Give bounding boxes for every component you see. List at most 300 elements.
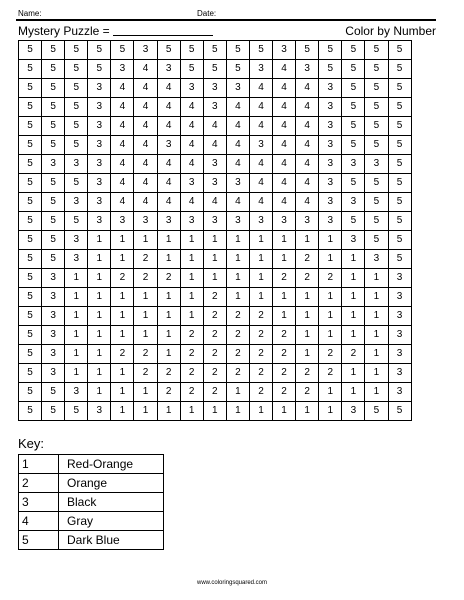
grid-cell[interactable]: 2 [111, 269, 134, 288]
grid-cell[interactable]: 5 [19, 231, 42, 250]
grid-cell[interactable]: 3 [203, 174, 226, 193]
grid-cell[interactable]: 2 [203, 383, 226, 402]
grid-cell[interactable]: 5 [65, 136, 88, 155]
grid-cell[interactable]: 1 [249, 402, 272, 421]
grid-cell[interactable]: 1 [111, 250, 134, 269]
answer-blank[interactable] [113, 24, 213, 36]
grid-cell[interactable]: 2 [273, 364, 296, 383]
grid-cell[interactable]: 1 [111, 402, 134, 421]
grid-cell[interactable]: 3 [42, 364, 65, 383]
grid-cell[interactable]: 2 [157, 364, 180, 383]
grid-cell[interactable]: 2 [203, 364, 226, 383]
grid-cell[interactable]: 1 [365, 288, 388, 307]
grid-cell[interactable]: 3 [249, 212, 272, 231]
grid-cell[interactable]: 3 [273, 212, 296, 231]
grid-cell[interactable]: 1 [157, 288, 180, 307]
grid-cell[interactable]: 1 [180, 307, 203, 326]
grid-cell[interactable]: 5 [42, 231, 65, 250]
grid-cell[interactable]: 5 [65, 174, 88, 193]
grid-cell[interactable]: 2 [157, 269, 180, 288]
grid-cell[interactable]: 1 [180, 269, 203, 288]
grid-cell[interactable]: 1 [134, 231, 157, 250]
grid-cell[interactable]: 2 [249, 364, 272, 383]
grid-cell[interactable]: 5 [19, 136, 42, 155]
grid-cell[interactable]: 4 [249, 79, 272, 98]
grid-cell[interactable]: 1 [180, 402, 203, 421]
grid-cell[interactable]: 4 [111, 155, 134, 174]
grid-cell[interactable]: 2 [180, 364, 203, 383]
grid-cell[interactable]: 3 [365, 155, 388, 174]
grid-cell[interactable]: 2 [296, 250, 319, 269]
grid-cell[interactable]: 4 [111, 79, 134, 98]
grid-cell[interactable]: 5 [226, 41, 249, 60]
grid-cell[interactable]: 1 [319, 231, 342, 250]
grid-cell[interactable]: 4 [134, 193, 157, 212]
grid-cell[interactable]: 3 [388, 307, 411, 326]
grid-cell[interactable]: 1 [296, 231, 319, 250]
grid-cell[interactable]: 3 [88, 117, 111, 136]
grid-cell[interactable]: 1 [111, 364, 134, 383]
grid-cell[interactable]: 3 [88, 136, 111, 155]
grid-cell[interactable]: 3 [342, 231, 365, 250]
grid-cell[interactable]: 2 [203, 307, 226, 326]
grid-cell[interactable]: 5 [65, 41, 88, 60]
grid-cell[interactable]: 4 [203, 117, 226, 136]
grid-cell[interactable]: 1 [226, 402, 249, 421]
grid-cell[interactable]: 4 [296, 79, 319, 98]
grid-cell[interactable]: 5 [19, 402, 42, 421]
grid-cell[interactable]: 3 [42, 326, 65, 345]
grid-cell[interactable]: 2 [180, 383, 203, 402]
grid-cell[interactable]: 1 [342, 288, 365, 307]
grid-cell[interactable]: 5 [19, 117, 42, 136]
grid-cell[interactable]: 1 [342, 250, 365, 269]
grid-cell[interactable]: 1 [157, 250, 180, 269]
grid-cell[interactable]: 1 [88, 364, 111, 383]
grid-cell[interactable]: 1 [319, 402, 342, 421]
grid-cell[interactable]: 1 [111, 326, 134, 345]
grid-cell[interactable]: 4 [180, 193, 203, 212]
grid-cell[interactable]: 1 [365, 383, 388, 402]
grid-cell[interactable]: 1 [296, 326, 319, 345]
grid-cell[interactable]: 3 [226, 79, 249, 98]
grid-cell[interactable]: 5 [365, 193, 388, 212]
grid-cell[interactable]: 2 [134, 250, 157, 269]
grid-cell[interactable]: 5 [388, 98, 411, 117]
grid-cell[interactable]: 1 [111, 307, 134, 326]
grid-cell[interactable]: 1 [203, 250, 226, 269]
grid-cell[interactable]: 1 [319, 307, 342, 326]
grid-cell[interactable]: 1 [111, 288, 134, 307]
grid-cell[interactable]: 1 [342, 326, 365, 345]
grid-cell[interactable]: 5 [388, 193, 411, 212]
grid-cell[interactable]: 1 [273, 288, 296, 307]
grid-cell[interactable]: 5 [19, 174, 42, 193]
grid-cell[interactable]: 1 [226, 231, 249, 250]
grid-cell[interactable]: 5 [388, 174, 411, 193]
grid-cell[interactable]: 5 [388, 155, 411, 174]
grid-cell[interactable]: 2 [273, 383, 296, 402]
grid-cell[interactable]: 1 [296, 307, 319, 326]
grid-cell[interactable]: 1 [226, 288, 249, 307]
grid-cell[interactable]: 5 [342, 79, 365, 98]
grid-cell[interactable]: 2 [296, 269, 319, 288]
grid-cell[interactable]: 2 [273, 326, 296, 345]
grid-cell[interactable]: 1 [65, 345, 88, 364]
grid-cell[interactable]: 5 [365, 231, 388, 250]
grid-cell[interactable]: 1 [65, 326, 88, 345]
grid-cell[interactable]: 4 [134, 174, 157, 193]
grid-cell[interactable]: 3 [226, 174, 249, 193]
grid-cell[interactable]: 3 [111, 212, 134, 231]
grid-cell[interactable]: 1 [342, 269, 365, 288]
grid-cell[interactable]: 1 [249, 250, 272, 269]
grid-cell[interactable]: 2 [319, 345, 342, 364]
grid-cell[interactable]: 5 [296, 41, 319, 60]
grid-cell[interactable]: 1 [88, 269, 111, 288]
grid-cell[interactable]: 2 [226, 326, 249, 345]
grid-cell[interactable]: 3 [65, 155, 88, 174]
grid-cell[interactable]: 4 [249, 155, 272, 174]
grid-cell[interactable]: 5 [42, 212, 65, 231]
grid-cell[interactable]: 5 [388, 250, 411, 269]
grid-cell[interactable]: 3 [319, 212, 342, 231]
grid-cell[interactable]: 3 [342, 193, 365, 212]
grid-cell[interactable]: 3 [42, 155, 65, 174]
grid-cell[interactable]: 5 [19, 250, 42, 269]
grid-cell[interactable]: 1 [226, 269, 249, 288]
grid-cell[interactable]: 1 [273, 307, 296, 326]
grid-cell[interactable]: 5 [42, 193, 65, 212]
grid-cell[interactable]: 3 [319, 193, 342, 212]
grid-cell[interactable]: 4 [296, 155, 319, 174]
grid-cell[interactable]: 1 [134, 307, 157, 326]
grid-cell[interactable]: 2 [134, 364, 157, 383]
grid-cell[interactable]: 5 [388, 136, 411, 155]
grid-cell[interactable]: 4 [134, 79, 157, 98]
grid-cell[interactable]: 5 [365, 174, 388, 193]
grid-cell[interactable]: 4 [296, 117, 319, 136]
grid-cell[interactable]: 3 [42, 307, 65, 326]
grid-cell[interactable]: 1 [365, 326, 388, 345]
grid-cell[interactable]: 3 [88, 79, 111, 98]
grid-cell[interactable]: 1 [203, 402, 226, 421]
grid-cell[interactable]: 1 [88, 288, 111, 307]
grid-cell[interactable]: 5 [19, 326, 42, 345]
grid-cell[interactable]: 3 [42, 269, 65, 288]
grid-cell[interactable]: 4 [157, 174, 180, 193]
grid-cell[interactable]: 1 [157, 231, 180, 250]
grid-cell[interactable]: 5 [19, 60, 42, 79]
grid-cell[interactable]: 2 [203, 345, 226, 364]
grid-cell[interactable]: 5 [19, 193, 42, 212]
grid-cell[interactable]: 2 [296, 383, 319, 402]
grid-cell[interactable]: 4 [111, 174, 134, 193]
grid-cell[interactable]: 4 [157, 155, 180, 174]
grid-cell[interactable]: 5 [65, 79, 88, 98]
grid-cell[interactable]: 4 [273, 155, 296, 174]
grid-cell[interactable]: 5 [342, 136, 365, 155]
grid-cell[interactable]: 3 [342, 402, 365, 421]
grid-cell[interactable]: 1 [342, 307, 365, 326]
grid-cell[interactable]: 2 [342, 345, 365, 364]
grid-cell[interactable]: 3 [88, 212, 111, 231]
grid-cell[interactable]: 2 [111, 345, 134, 364]
grid-cell[interactable]: 2 [249, 326, 272, 345]
grid-cell[interactable]: 4 [203, 136, 226, 155]
grid-cell[interactable]: 3 [273, 41, 296, 60]
grid-cell[interactable]: 1 [226, 383, 249, 402]
grid-cell[interactable]: 5 [342, 60, 365, 79]
grid-cell[interactable]: 1 [65, 364, 88, 383]
grid-cell[interactable]: 4 [249, 117, 272, 136]
grid-cell[interactable]: 2 [226, 307, 249, 326]
grid-cell[interactable]: 1 [226, 250, 249, 269]
grid-cell[interactable]: 3 [65, 193, 88, 212]
grid-cell[interactable]: 5 [111, 41, 134, 60]
grid-cell[interactable]: 3 [180, 79, 203, 98]
grid-cell[interactable]: 5 [19, 288, 42, 307]
grid-cell[interactable]: 2 [296, 364, 319, 383]
grid-cell[interactable]: 5 [388, 60, 411, 79]
grid-cell[interactable]: 5 [342, 98, 365, 117]
grid-cell[interactable]: 5 [19, 345, 42, 364]
grid-cell[interactable]: 2 [249, 307, 272, 326]
grid-cell[interactable]: 3 [42, 345, 65, 364]
grid-cell[interactable]: 5 [19, 41, 42, 60]
grid-cell[interactable]: 5 [19, 79, 42, 98]
grid-cell[interactable]: 1 [365, 307, 388, 326]
grid-cell[interactable]: 3 [342, 155, 365, 174]
grid-cell[interactable]: 5 [365, 212, 388, 231]
grid-cell[interactable]: 5 [42, 174, 65, 193]
grid-cell[interactable]: 5 [88, 41, 111, 60]
grid-cell[interactable]: 4 [296, 193, 319, 212]
grid-cell[interactable]: 3 [319, 155, 342, 174]
grid-cell[interactable]: 5 [88, 60, 111, 79]
grid-cell[interactable]: 5 [65, 402, 88, 421]
grid-cell[interactable]: 1 [180, 288, 203, 307]
grid-cell[interactable]: 3 [203, 79, 226, 98]
grid-cell[interactable]: 2 [134, 345, 157, 364]
grid-cell[interactable]: 3 [65, 250, 88, 269]
grid-cell[interactable]: 2 [273, 269, 296, 288]
grid-cell[interactable]: 1 [273, 402, 296, 421]
grid-cell[interactable]: 4 [273, 79, 296, 98]
grid-cell[interactable]: 4 [226, 193, 249, 212]
grid-cell[interactable]: 5 [342, 41, 365, 60]
grid-cell[interactable]: 4 [180, 98, 203, 117]
grid-cell[interactable]: 4 [111, 193, 134, 212]
grid-cell[interactable]: 3 [157, 212, 180, 231]
grid-cell[interactable]: 1 [65, 307, 88, 326]
grid-cell[interactable]: 5 [249, 41, 272, 60]
grid-cell[interactable]: 4 [134, 60, 157, 79]
grid-cell[interactable]: 5 [365, 79, 388, 98]
grid-cell[interactable]: 3 [88, 174, 111, 193]
grid-cell[interactable]: 5 [157, 41, 180, 60]
grid-cell[interactable]: 2 [249, 383, 272, 402]
grid-cell[interactable]: 5 [42, 383, 65, 402]
grid-cell[interactable]: 3 [65, 231, 88, 250]
grid-cell[interactable]: 5 [19, 98, 42, 117]
grid-cell[interactable]: 4 [111, 117, 134, 136]
grid-cell[interactable]: 4 [249, 193, 272, 212]
grid-cell[interactable]: 4 [111, 98, 134, 117]
grid-cell[interactable]: 2 [180, 345, 203, 364]
grid-cell[interactable]: 5 [388, 402, 411, 421]
grid-cell[interactable]: 5 [65, 117, 88, 136]
grid-cell[interactable]: 5 [42, 402, 65, 421]
grid-cell[interactable]: 3 [88, 402, 111, 421]
grid-cell[interactable]: 1 [365, 269, 388, 288]
grid-cell[interactable]: 1 [88, 345, 111, 364]
grid-cell[interactable]: 3 [388, 383, 411, 402]
grid-cell[interactable]: 2 [249, 345, 272, 364]
grid-cell[interactable]: 4 [180, 136, 203, 155]
grid-cell[interactable]: 4 [180, 155, 203, 174]
grid-cell[interactable]: 1 [319, 250, 342, 269]
grid-cell[interactable]: 1 [88, 231, 111, 250]
grid-cell[interactable]: 3 [157, 60, 180, 79]
grid-cell[interactable]: 2 [273, 345, 296, 364]
grid-cell[interactable]: 1 [319, 288, 342, 307]
grid-cell[interactable]: 1 [365, 364, 388, 383]
grid-cell[interactable]: 5 [203, 41, 226, 60]
grid-cell[interactable]: 5 [180, 60, 203, 79]
grid-cell[interactable]: 5 [342, 117, 365, 136]
grid-cell[interactable]: 3 [388, 326, 411, 345]
grid-cell[interactable]: 3 [388, 364, 411, 383]
grid-cell[interactable]: 3 [319, 136, 342, 155]
grid-cell[interactable]: 4 [226, 117, 249, 136]
grid-cell[interactable]: 4 [249, 174, 272, 193]
grid-cell[interactable]: 5 [388, 117, 411, 136]
grid-cell[interactable]: 5 [42, 117, 65, 136]
grid-cell[interactable]: 4 [296, 98, 319, 117]
grid-cell[interactable]: 1 [88, 383, 111, 402]
grid-cell[interactable]: 3 [203, 155, 226, 174]
grid-cell[interactable]: 5 [365, 136, 388, 155]
grid-cell[interactable]: 5 [42, 250, 65, 269]
grid-cell[interactable]: 5 [19, 364, 42, 383]
grid-cell[interactable]: 5 [342, 174, 365, 193]
grid-cell[interactable]: 1 [111, 383, 134, 402]
grid-cell[interactable]: 5 [226, 60, 249, 79]
grid-cell[interactable]: 3 [203, 98, 226, 117]
grid-cell[interactable]: 4 [157, 193, 180, 212]
grid-cell[interactable]: 4 [226, 136, 249, 155]
grid-cell[interactable]: 4 [180, 117, 203, 136]
grid-cell[interactable]: 5 [65, 60, 88, 79]
grid-cell[interactable]: 4 [273, 193, 296, 212]
grid-cell[interactable]: 3 [319, 174, 342, 193]
grid-cell[interactable]: 4 [111, 136, 134, 155]
grid-cell[interactable]: 1 [319, 383, 342, 402]
grid-cell[interactable]: 3 [88, 155, 111, 174]
grid-cell[interactable]: 5 [365, 98, 388, 117]
grid-cell[interactable]: 2 [180, 326, 203, 345]
grid-cell[interactable]: 5 [19, 383, 42, 402]
grid-cell[interactable]: 1 [157, 402, 180, 421]
grid-cell[interactable]: 5 [180, 41, 203, 60]
grid-cell[interactable]: 1 [65, 269, 88, 288]
grid-cell[interactable]: 5 [365, 402, 388, 421]
grid-cell[interactable]: 2 [226, 345, 249, 364]
grid-cell[interactable]: 3 [388, 288, 411, 307]
grid-cell[interactable]: 4 [273, 136, 296, 155]
grid-cell[interactable]: 3 [319, 117, 342, 136]
grid-cell[interactable]: 3 [134, 212, 157, 231]
grid-cell[interactable]: 3 [388, 345, 411, 364]
grid-cell[interactable]: 1 [134, 383, 157, 402]
grid-cell[interactable]: 4 [273, 117, 296, 136]
grid-cell[interactable]: 5 [19, 269, 42, 288]
grid-cell[interactable]: 2 [134, 269, 157, 288]
grid-cell[interactable]: 1 [249, 231, 272, 250]
grid-cell[interactable]: 4 [157, 117, 180, 136]
grid-cell[interactable]: 1 [134, 326, 157, 345]
grid-cell[interactable]: 5 [365, 60, 388, 79]
grid-cell[interactable]: 5 [319, 41, 342, 60]
grid-cell[interactable]: 5 [19, 307, 42, 326]
grid-cell[interactable]: 1 [65, 288, 88, 307]
grid-cell[interactable]: 4 [249, 98, 272, 117]
grid-cell[interactable]: 1 [88, 250, 111, 269]
grid-cell[interactable]: 4 [296, 174, 319, 193]
grid-cell[interactable]: 2 [226, 364, 249, 383]
grid-cell[interactable]: 4 [157, 98, 180, 117]
grid-cell[interactable]: 3 [226, 212, 249, 231]
grid-cell[interactable]: 1 [365, 345, 388, 364]
grid-cell[interactable]: 3 [65, 383, 88, 402]
grid-cell[interactable]: 5 [42, 60, 65, 79]
grid-cell[interactable]: 5 [42, 79, 65, 98]
grid-cell[interactable]: 5 [19, 212, 42, 231]
grid-cell[interactable]: 1 [342, 383, 365, 402]
grid-cell[interactable]: 4 [134, 155, 157, 174]
grid-cell[interactable]: 1 [134, 402, 157, 421]
grid-cell[interactable]: 3 [42, 288, 65, 307]
grid-cell[interactable]: 2 [319, 269, 342, 288]
grid-cell[interactable]: 4 [296, 136, 319, 155]
grid-cell[interactable]: 1 [111, 231, 134, 250]
grid-cell[interactable]: 1 [157, 326, 180, 345]
grid-cell[interactable]: 1 [88, 307, 111, 326]
grid-cell[interactable]: 3 [88, 193, 111, 212]
grid-cell[interactable]: 5 [42, 98, 65, 117]
grid-cell[interactable]: 1 [319, 326, 342, 345]
grid-cell[interactable]: 5 [365, 117, 388, 136]
grid-cell[interactable]: 1 [296, 402, 319, 421]
grid-cell[interactable]: 4 [134, 98, 157, 117]
grid-cell[interactable]: 3 [296, 60, 319, 79]
grid-cell[interactable]: 1 [249, 288, 272, 307]
grid-cell[interactable]: 1 [273, 250, 296, 269]
grid-cell[interactable]: 4 [203, 193, 226, 212]
grid-cell[interactable]: 4 [273, 98, 296, 117]
grid-cell[interactable]: 2 [319, 364, 342, 383]
grid-cell[interactable]: 3 [111, 60, 134, 79]
grid-cell[interactable]: 1 [180, 250, 203, 269]
grid-cell[interactable]: 4 [226, 155, 249, 174]
grid-cell[interactable]: 3 [296, 212, 319, 231]
grid-cell[interactable]: 3 [249, 136, 272, 155]
grid-cell[interactable]: 5 [342, 212, 365, 231]
grid-cell[interactable]: 3 [388, 269, 411, 288]
grid-cell[interactable]: 4 [134, 136, 157, 155]
grid-cell[interactable]: 3 [134, 41, 157, 60]
